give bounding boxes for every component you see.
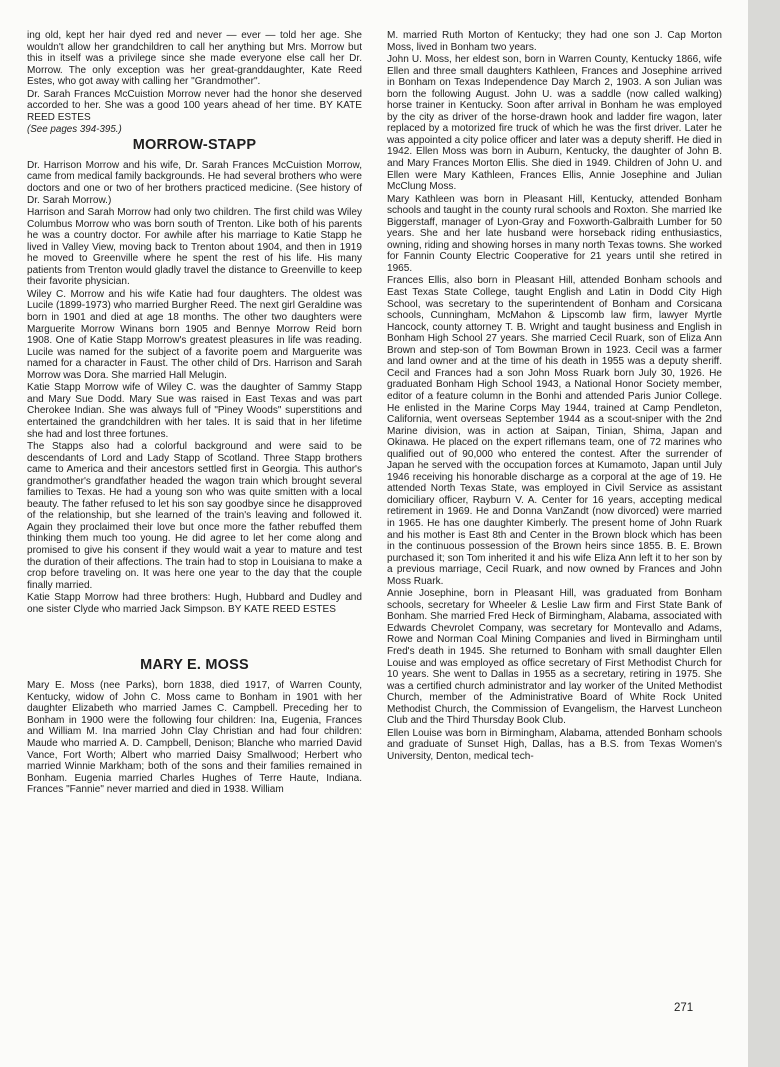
morrow-stapp-paragraph: Wiley C. Morrow and his wife Katie had four daughters. The oldest was Lucile (1899-1973) who married Burgher Reed. The next girl Geraldine was born in 1901 and died at age 18 months. The other two daughters were Marguerite Morrow Winans born 1905 and Bennye Morrow Reid born 1908. One of Katie Stapp Morrow's greatest pleasures in life was reading. Lucile was named for the subject of a favorite poem and Marguerite was named for a character in Faust. The other child of Drs. Harrison and Sarah Morrow was Dora. She married Hall Melugin. xyxy=(27,288,362,381)
left-column xyxy=(27,30,362,797)
morrow-stapp-paragraph: The Stapps also had a colorful background and were said to be descendants of Lord and Lady Stapp of Scotland. Three Stapp brothers came to America and their ancestors settled first in Georgia. This author's grandmother's grandfather headed the wagon train which brought several families to Texas. He had a young son who was quite smitten with a local beauty. The father refused to let his son say goodbye since he disapproved of the relationship, but she learned of the train's leaving and followed it. Again they proclaimed their love but once more the father rebuffed them thinking them much too young. He did agree to let her come along and promised to give his consent if they would wait a year to mature and test the duration of their affections. The train had to stop in Louisiana to make a crop before traveling on. It was here one year to the day that the couple finally married. xyxy=(27,441,362,591)
morrow-stapp-paragraph: Katie Stapp Morrow wife of Wiley C. was the daughter of Sammy Stapp and Mary Sue Dodd. Mary Sue was raised in East Texas and was part Cherokee Indian. She was always full of "Piney Woods" superstitions and entertained the grandchildren with her tales. It is said that in her lifetime she had and lost three fortunes. xyxy=(27,382,362,440)
section-title-morrow-stapp: MORROW-STAPP xyxy=(132,136,257,153)
moss-paragraph: Mary Kathleen was born in Pleasant Hill, Kentucky, attended Bonham schools and taught in the county rural schools and Roxton. She married Ike Biggerstaff, manager of Lyon-Gray and Foxworth-Galbraith Lumber for 50 years. She and her late husband were horseback riding enthusiastics, owning, riding and showing horses in many north Texas towns. She worked for Fannin County Electric Cooperative for 21 years until she retired in 1965. xyxy=(387,193,722,274)
mary-moss-paragraph: Mary E. Moss (nee Parks), born 1838, died 1917, of Warren County, Kentucky, widow of John C. Moss came to Bonham in 1901 with her daughter Elizabeth who married James C. Campbell. Preceding her to Bonham in 1900 were the following four children: Ina, Eugenia, Frances and William M. Ina married John Clay Christian and had four children: Maude who married A. D. Campbell, Denison; Blanche who married David Vance, Fort Worth; Albert who married Daisy Smallwood; Herbert who married Winnie Markham; both of the sons and their families remained in Bonham. Eugenia married Charles Hughes of Terre Haute, Indiana. Frances "Fannie" never married and died in 1938. William xyxy=(27,680,362,796)
morrow-stapp-paragraph: Harrison and Sarah Morrow had only two children. The first child was Wiley Columbus Morrow who was born south of Trenton. Like both of his parents he was a country doctor. For awhile after his marriage to Katie Stapp he lived in Valley View, moving back to Trenton about 1904, and then in 1919 he moved to Greenville where he spent the rest of his life. His many patients from Trenton would gladly travel the distance to Greenville to keep their favorite physician. xyxy=(27,207,362,288)
intro-paragraph-2: Dr. Sarah Frances McCuistion Morrow never had the honor she deserved accorded to her. She was a good 100 years ahead of her time. BY KATE REED ESTES xyxy=(27,88,362,123)
page-number: 271 xyxy=(674,1002,694,1014)
moss-paragraph: John U. Moss, her eldest son, born in Warren County, Kentucky 1866, wife Ellen and three small daughters Kathleen, Frances and Josephine arrived in Bonham on Texas Independence Day March 2, 1903. A son Julian was born the following August. John U. was a saddle (now called walking) horse trainer in Kentucky. Soon after arrival in Bonham he was employed by the city as driver of the horse-drawn hook and ladder fire wagon, later replaced by a motorized fire truck of which he was the first driver. Later he was appointed a city police officer and later was a deputy sheriff. He died in 1942. Ellen Moss was born in Auburn, Kentucky, the daughter of John B. and Mary Frances Morton Ellis. She died in 1949. Children of John U. and Ellen were Mary Kathleen, Frances Ellis, Annie Josephine and Julian McClung Moss. xyxy=(387,54,722,193)
section-title-mary-e-moss: MARY E. MOSS xyxy=(140,657,249,674)
moss-paragraph: Ellen Louise was born in Birmingham, Alabama, attended Bonham schools and graduate of Sunset High, Dallas, has a B.S. from Texas Women's University, Denton, medical tech- xyxy=(387,727,722,762)
see-pages-note: (See pages 394-395.) xyxy=(27,124,122,136)
intro-paragraph-1: ing old, kept her hair dyed red and never — ever — told her age. She wouldn't allow her grandchildren to call her anything but Mrs. Morrow but this in itself was a privilege since she made everyone else call her Dr. Morrow. The only exception was her great-granddaughter, Kate Reed Estes, who got away with calling her "Grandmother". xyxy=(27,30,362,88)
moss-paragraph: M. married Ruth Morton of Kentucky; they had one son J. Cap Morton Moss, lived in Bonham two years. xyxy=(387,30,722,53)
morrow-stapp-paragraph: Katie Stapp Morrow had three brothers: Hugh, Hubbard and Dudley and one sister Clyde who married Jack Simpson. BY KATE REED ESTES xyxy=(27,592,362,615)
moss-paragraph: Frances Ellis, also born in Pleasant Hill, attended Bonham schools and East Texas State College, taught English and Latin in Dodd City High School, was secretary to the superintendent of Bonham and Corsicana schools, Cunningham, McMahon & Lipscomb law firm, lawyer Myrtle Hancock, county attorney T. B. Wright and taught business and English in Bonham High School 27 years. She married Cecil Ruark, son of Eliza Ann Brown and step-son of Tom Bowman Brown in 1923. Cecil was a farmer and land owner and at the time of his death in 1955 was a deputy sheriff. Cecil and Frances had a son John Moss Ruark born July 30, 1926. He graduated Bonham High School 1943, a National Honor Society member, editor of a feature column in the Bonhi and attended Paris Junior College. He enlisted in the Marine Corps May 1944, trained at Camp Pendleton, California, went overseas September 1944 as a scout-sniper with the 2nd Marine division, was in action at Saipan, Tinian, Shima, Japan and Okinawa. He placed on the expert riflemans team, one of 72 marines who qualified out of 90,000 who entered the contest. After the surrender of Japan he served with the occupation forces at Kumamoto, Japan until July 1946 receiving his honorable discharge as a corporal at the age of 19. He attended North Texas State, was employed in Civil Service as assistant domiciliary officer, Rayburn V. A. Center for 16 years, accepting medical retirement in 1969. He and Donna VanZandt (now divorced) were married in 1965. He has one daughter Kimberly. The present home of John Ruark and his mother is East 8th and Center in the Brown block which has been in the continuous possession of the Brown heirs since 1855. B. E. Brown purchased it; son Tom inherited it and his wife Eliza Ann left it to her son by a previous marriage, Cecil Ruark, and now owned by Frances and John Moss Ruark. xyxy=(387,275,722,587)
right-column xyxy=(387,30,722,763)
morrow-stapp-paragraph: Dr. Harrison Morrow and his wife, Dr. Sarah Frances McCuistion Morrow, came from medical family backgrounds. He had several brothers who were doctors and one or two of her brothers practiced medicine. (See history of Dr. Sarah Morrow.) xyxy=(27,159,362,206)
moss-paragraph: Annie Josephine, born in Pleasant Hill, was graduated from Bonham schools, secretary for Wheeler & Leslie Law firm and First State Bank of Bonham. She married Fred Heck of Birmingham, Alabama, associated with Edwards Chevrolet Company, was secretary for Montevallo and Adams, Rowe and Norman Coal Mining Companies and lived in Birmingham until Fred's death in 1945. She returned to Bonham with small daughter Ellen Louise and was employed as office secretary of First Methodist Church for 10 years. She went to Dallas in 1955 as a secretary, retiring in 1975. She was a certified church administrator and lay worker of the United Methodist Church, member of the Administrative Board of White Rock United Methodist Church, the Commission of Evangelism, the Harvest Luncheon Club and the Third Thursday Book Club. xyxy=(387,588,722,727)
